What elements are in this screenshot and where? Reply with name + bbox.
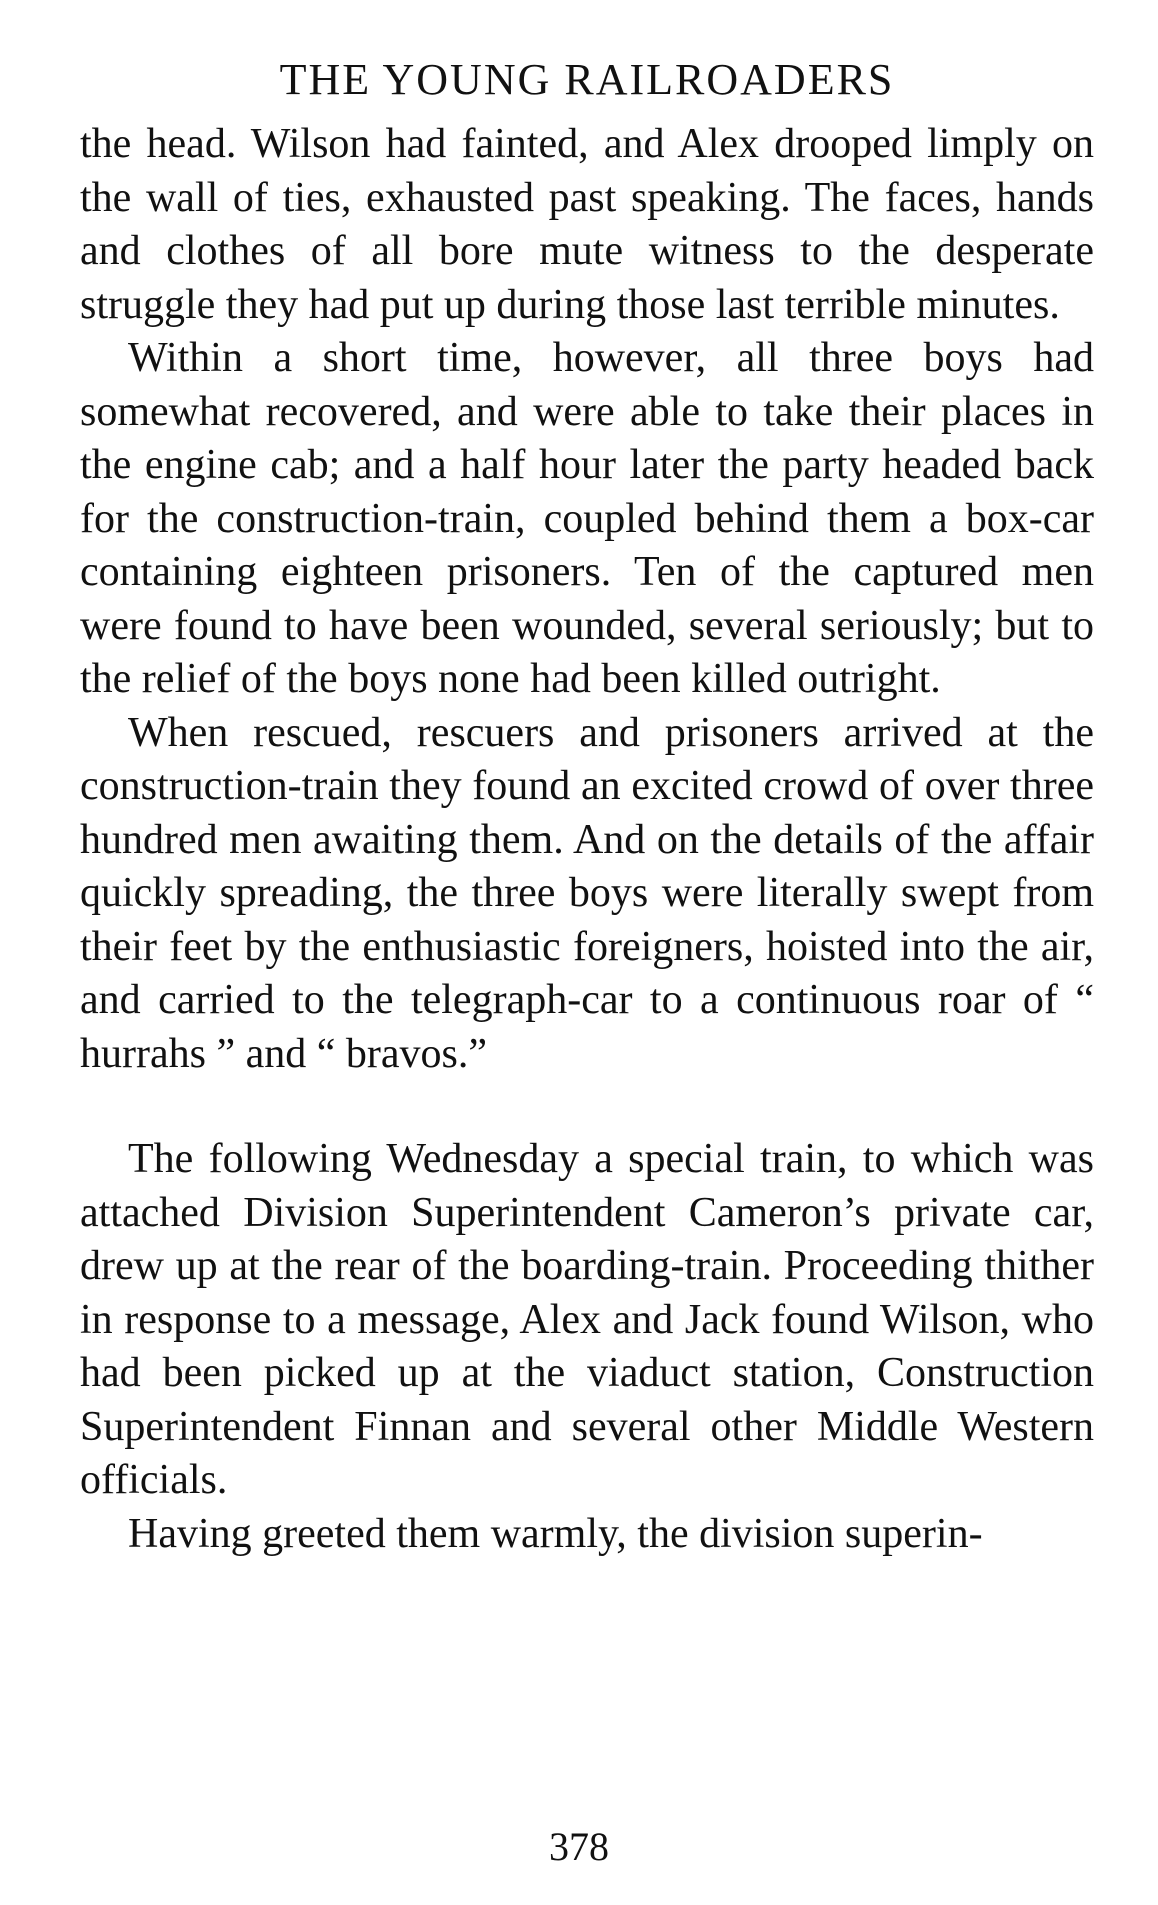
paragraph: When rescued, rescuers and prisoners arrived at the construction-train they found an excited crowd of over three hundred men awaiting them. And on the details of the affair quickly spreading, the three boys were literally swept from their feet by the enthusiastic foreigners, hoisted into the air, and carried to the telegraph-car to a continuous roar of “ hurrahs ” and “ bravos.” xyxy=(80,709,1094,1077)
book-page xyxy=(80,52,1094,1561)
page-number: 378 xyxy=(549,1824,609,1869)
paragraph-continued: the head. Wilson had fainted, and Alex drooped limply on the wall of ties, exhausted past speaking. The faces, hands and clothes of all bore mute witness to the desperate struggle they had put up during those last terrible minutes. xyxy=(80,121,1094,328)
paragraph: The following Wednesday a special train, to which was attached Division Superintendent Cameron’s private car, drew up at the rear of the boarding-train. Proceeding thither in response to a message, Alex and Jack found Wilson, who had been picked up at the viaduct station, Construction Superintendent Finnan and several other Middle Western officials. xyxy=(80,1136,1094,1503)
section-break xyxy=(80,1081,1094,1133)
paragraph: Within a short time, however, all three boys had somewhat recovered, and were able to take their places in the engine cab; and a half hour later the party headed back for the construction-train, coupled behind them a box-car containing eighteen prisoners. Ten of the captured men were found to have been wounded, several seriously; but to the relief of the boys none had been killed outright. xyxy=(80,335,1094,702)
running-head: THE YOUNG RAILROADERS xyxy=(279,55,895,104)
paragraph-hyphenated: Having greeted them warmly, the division superin- xyxy=(128,1510,983,1557)
